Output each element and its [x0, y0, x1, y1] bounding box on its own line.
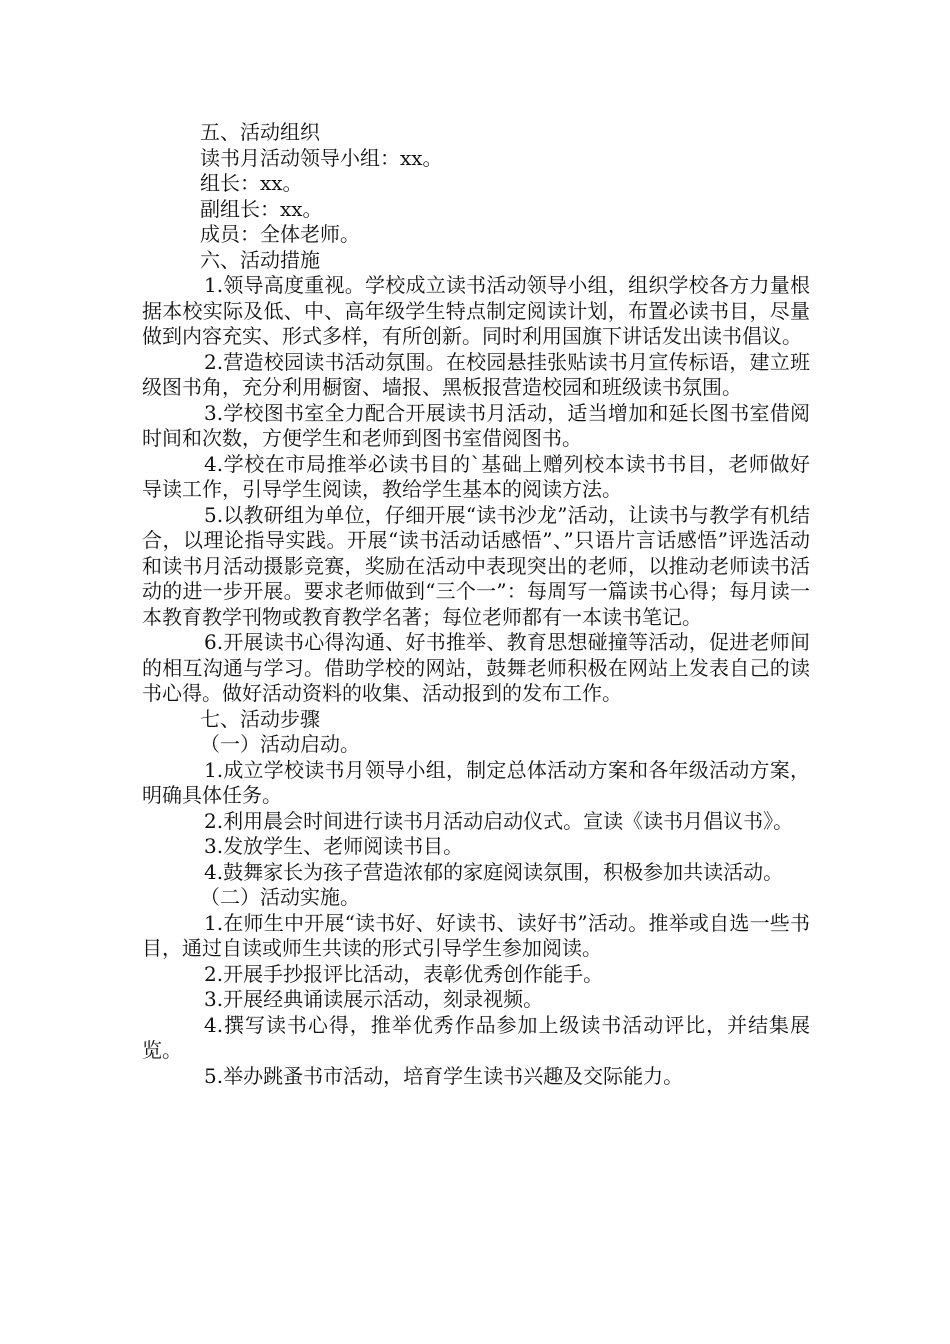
document-body: [142, 120, 810, 1089]
paragraph-implementation-3: 3.开展经典诵读展示活动，刻录视频。: [204, 987, 544, 1011]
paragraph-launch-4: 4.鼓舞家长为孩子营造浓郁的家庭阅读氛围，积极参加共读活动。: [204, 859, 784, 884]
paragraph-implementation-2: 2.开展手抄报评比活动，表彰优秀创作能手。: [204, 961, 604, 986]
paragraph-launch-2: 2.利用晨会时间进行读书月活动启动仪式。宣读《读书月倡议书》。: [204, 808, 794, 833]
paragraph-measure-3: 3.学校图书室全力配合开展读书月活动，适当增加和延长图书室借阅时间和次数，方便学生和老师到图书室借阅图书。: [142, 400, 810, 450]
paragraph-group-leader: 组长：xx。: [200, 171, 303, 195]
section-heading-organization: 五、活动组织: [200, 120, 320, 144]
section-heading-steps: 七、活动步骤: [200, 706, 320, 731]
subheading-launch: （一）活动启动。: [200, 732, 360, 756]
paragraph-measure-2: 2.营造校园读书活动氛围。在校园悬挂张贴读书月宣传标语，建立班级图书角，充分利用橱窗、墙报、黑板报营造校园和班级读书氛围。: [142, 349, 810, 399]
paragraph-members: 成员：全体老师。: [200, 222, 360, 246]
paragraph-launch-3: 3.发放学生、老师阅读书目。: [204, 834, 464, 858]
paragraph-measure-1: 1.领导高度重视。学校成立读书活动领导小组，组织学校各方力量根据本校实际及低、中、高年级学生特点制定阅读计划，布置必读书目，尽量做到内容充实、形式多样，有所创新。同时利用国旗下讲话发出读书倡议。: [142, 273, 810, 348]
subheading-implementation: （二）活动实施。: [200, 885, 360, 909]
paragraph-measure-4: 4.学校在市局推举必读书目的`基础上赠列校本读书书目，老师做好导读工作，引导学生阅读，教给学生基本的阅读方法。: [142, 451, 810, 501]
paragraph-leadership-group: 读书月活动领导小组：xx。: [200, 145, 443, 170]
paragraph-launch-1: 1.成立学校读书月领导小组，制定总体活动方案和各年级活动方案，明确具体任务。: [142, 757, 810, 807]
paragraph-measure-6: 6.开展读书心得沟通、好书推举、教育思想碰撞等活动，促进老师间的相互沟通与学习。借助学校的网站，鼓舞老师积极在网站上发表自己的读书心得。做好活动资料的收集、活动报到的发布工作。: [142, 630, 810, 705]
paragraph-deputy-leader: 副组长：xx。: [200, 196, 323, 221]
paragraph-implementation-5: 5.举办跳蚤书市活动，培育学生读书兴趣及交际能力。: [204, 1063, 684, 1088]
paragraph-implementation-4: 4.撰写读书心得，推举优秀作品参加上级读书活动评比，并结集展览。: [142, 1012, 810, 1062]
paragraph-implementation-1: 1.在师生中开展“读书好、好读书、读好书”活动。推举或自选一些书目，通过自读或师生共读的形式引导学生参加阅读。: [142, 910, 810, 960]
section-heading-measures: 六、活动措施: [200, 247, 320, 272]
paragraph-measure-5: 5.以教研组为单位，仔细开展“读书沙龙”活动，让读书与教学有机结合，以理论指导实践。开展“读书活动话感悟”、”只语片言话感悟”评选活动和读书月活动摄影竞赛，奖励在活动中表现突出的老师，以推动老师读书活动的进一步开展。要求老师做到“三个一”：每周写一篇读书心得；每月读一本教育教学刊物或教育教学名著；每位老师都有一本读书笔记。: [142, 502, 810, 629]
